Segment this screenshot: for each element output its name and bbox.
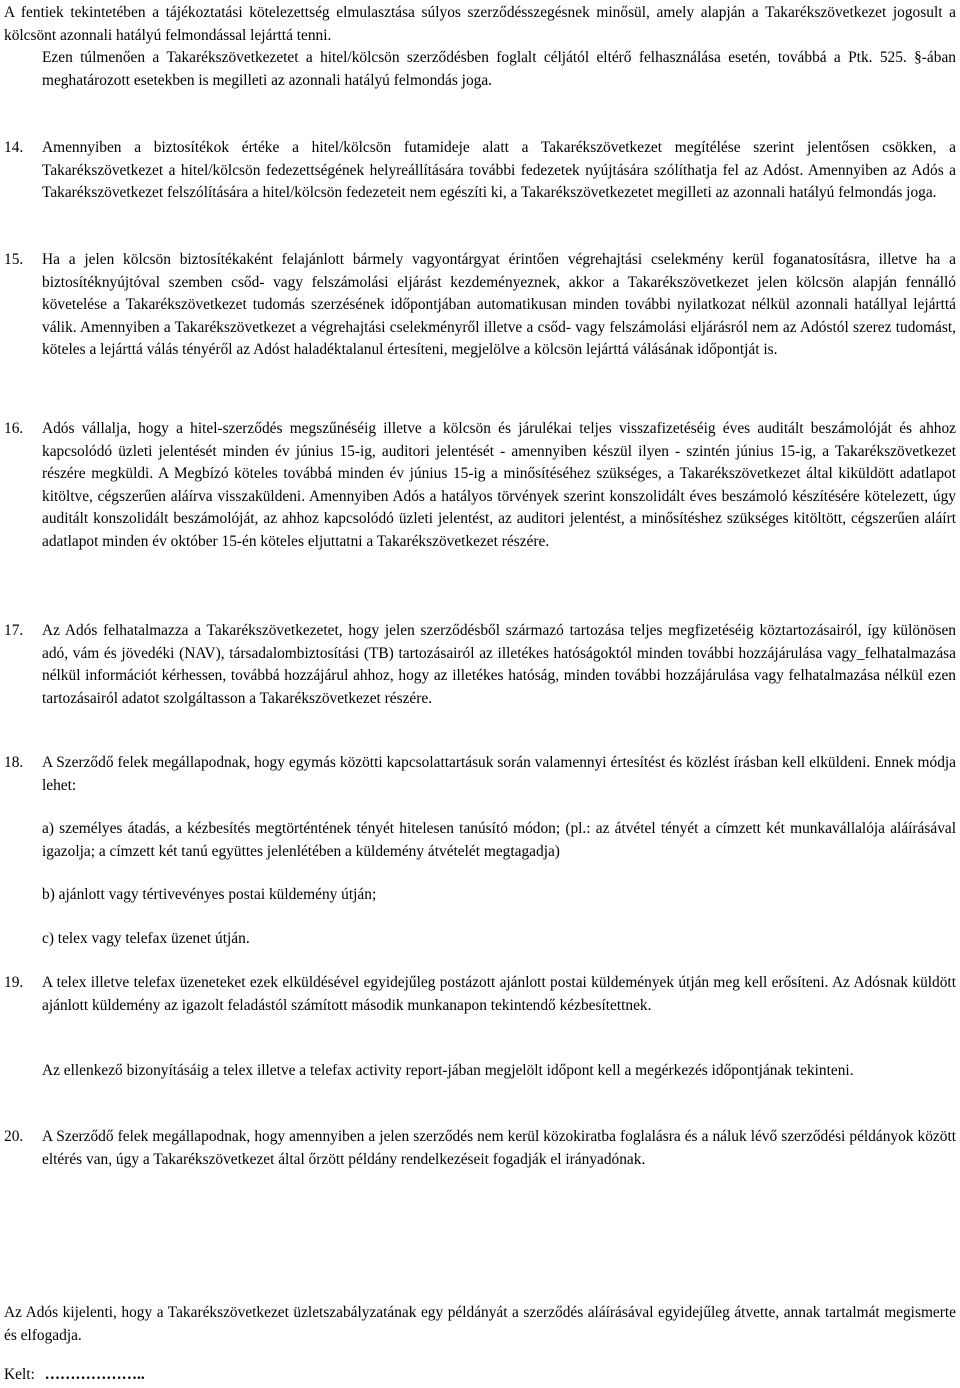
item-text: Az Adós felhatalmazza a Takarékszövetkezetet, hogy jelen szerződésből származó tartozása teljes megfizetéséig köztartozásairól, így különösen adó, vám és jövedéki (NAV), társadalombiztosítási (TB) tartozásairól az illetékes hatóságoktól minden további hozzájárulása vagy_felhatalmazása nélkül információt kérhessen, továbbá hozzájárul ahhoz, hogy az illetékes hatóság, minden további hozzájárulása vagy felhatalmazása nélkül ezen tartozásairól adatot szolgáltasson a Takarékszövetkezet részére. — [42, 622, 956, 707]
kelt-label: Kelt: — [4, 1366, 35, 1383]
kelt-placeholder: ……………….. — [44, 1366, 145, 1383]
item-number: 16. — [4, 420, 24, 437]
item-text: A Szerződő felek megállapodnak, hogy egymás közötti kapcsolattartásuk során valamennyi értesítést és közlést írásban kell elküldeni. Ennek módja lehet: — [42, 754, 956, 794]
item-text-continued: Az ellenkező bizonyításáig a telex illetve a telefax activity report-jában megjelölt időpont kell a megérkezés időpontjának tekinteni. — [42, 1062, 854, 1079]
intro-paragraph: A fentiek tekintetében a tájékoztatási kötelezettség elmulasztása súlyos szerződésszegésnek minősül, amely alapján a Takarékszövetkezet jogosult a kölcsönt azonnali hatályú felmondással lejárttá tenni. — [4, 4, 956, 44]
delivery-option-b: b) ajánlott vagy tértivevényes postai küldemény útján; — [42, 886, 377, 903]
item-number: 17. — [4, 622, 24, 639]
item-number: 18. — [4, 754, 24, 771]
item-text: A Szerződő felek megállapodnak, hogy amennyiben a jelen szerződés nem kerül közokiratba foglalásra és a náluk lévő szerződési példányok között eltérés van, úgy a Takarékszövetkezet által őrzött példány rendelkezéseit fogadják el irányadónak. — [42, 1128, 956, 1168]
item-number: 19. — [4, 974, 24, 991]
intro-paragraph-continued: Ezen túlmenően a Takarékszövetkezetet a hitel/kölcsön szerződésben foglalt céljától eltérő felhasználása esetén, továbbá a Ptk. 525. §-ában meghatározott esetekben is megilleti az azonnali hatályú felmondás joga. — [42, 49, 956, 89]
delivery-option-a: a) személyes átadás, a kézbesítés megtörténtének tényét hitelesen tanúsító módon; (pl.: az átvétel tényét a címzett két munkavállalója aláírásával igazolja; a címzett két tanú együttes jelenlétében a küldemény átvételét megtagadja) — [42, 820, 956, 860]
item-text: Amennyiben a biztosítékok értéke a hitel/kölcsön futamideje alatt a Takarékszövetkezet megítélése szerint jelentősen csökken, a Takarékszövetkezet a hitel/kölcsön fedezettségének helyreállítására további fedezetek nyújtására szólíthatja fel az Adóst. Amennyiben az Adós a Takarékszövetkezet felszólítására a hitel/kölcsön fedezeteit nem egészíti ki, a Takarékszövetkezetet megilleti az azonnali hatályú felmondás joga. — [42, 139, 956, 202]
item-text: A telex illetve telefax üzeneteket ezek elküldésével egyidejűleg postázott ajánlott postai küldemények útján meg kell erősíteni. Az Adósnak küldött ajánlott küldemény az igazolt feladástól számított második munkanapon tekintendő kézbesítettnek. — [42, 974, 956, 1014]
kelt-line — [4, 1364, 145, 1387]
delivery-option-c: c) telex vagy telefax üzenet útján. — [42, 930, 250, 947]
item-text: Adós vállalja, hogy a hitel-szerződés megszűnéséig illetve a kölcsön és járulékai teljes visszafizetéséig éves auditált beszámolóját és ahhoz kapcsolódó üzleti jelentését minden év június 15-ig, auditori jelentését - amennyiben készül ilyen - szintén június 15-ig, a Takarékszövetkezet részére megküldi. A Megbízó köteles továbbá minden év június 15-ig a minősítéséhez szükséges, a Takarékszövetkezet által kiküldött adatlapot kitöltve, cégszerűen aláírva visszaküldeni. Amennyiben Adós a hatályos törvények szerint konszolidált éves beszámoló készítésére kötelezett, úgy auditált konszolidált beszámolóját, az ahhoz kapcsolódó üzleti jelentést, az auditori jelentést, a minősítéshez szükséges kitöltött, cégszerűen aláírt adatlapot minden év október 15-én köteles eljuttatni a Takarékszövetkezet részére. — [42, 420, 956, 550]
item-number: 20. — [4, 1128, 24, 1145]
item-number: 14. — [4, 139, 24, 156]
closing-statement: Az Adós kijelenti, hogy a Takarékszövetkezet üzletszabályzatának egy példányát a szerződés aláírásával egyidejűleg átvette, annak tartalmát megismerte és elfogadja. — [4, 1304, 956, 1344]
item-number: 15. — [4, 251, 24, 268]
item-text: Ha a jelen kölcsön biztosítékaként felajánlott bármely vagyontárgyat érintően végrehajtási cselekmény kerül foganatosításra, illetve ha a biztosítéknyújtóval szemben csőd- vagy felszámolási eljárást kezdeményeznek, akkor a Takarékszövetkezet jelen kölcsön alapján fennálló követelése a Takarékszövetkezet tudomás szerzésének időpontjában automatikusan minden további nyilatkozat nélkül azonnali hatállyal lejárttá válik. Amennyiben a Takarékszövetkezet a végrehajtási cselekményről illetve a csőd- vagy felszámolási eljárásról nem az Adóstól szerez tudomást, köteles a lejárttá válás tényéről az Adóst haladéktalanul értesíteni, megjelölve a kölcsön lejárttá válásának időpontját is. — [42, 251, 956, 359]
